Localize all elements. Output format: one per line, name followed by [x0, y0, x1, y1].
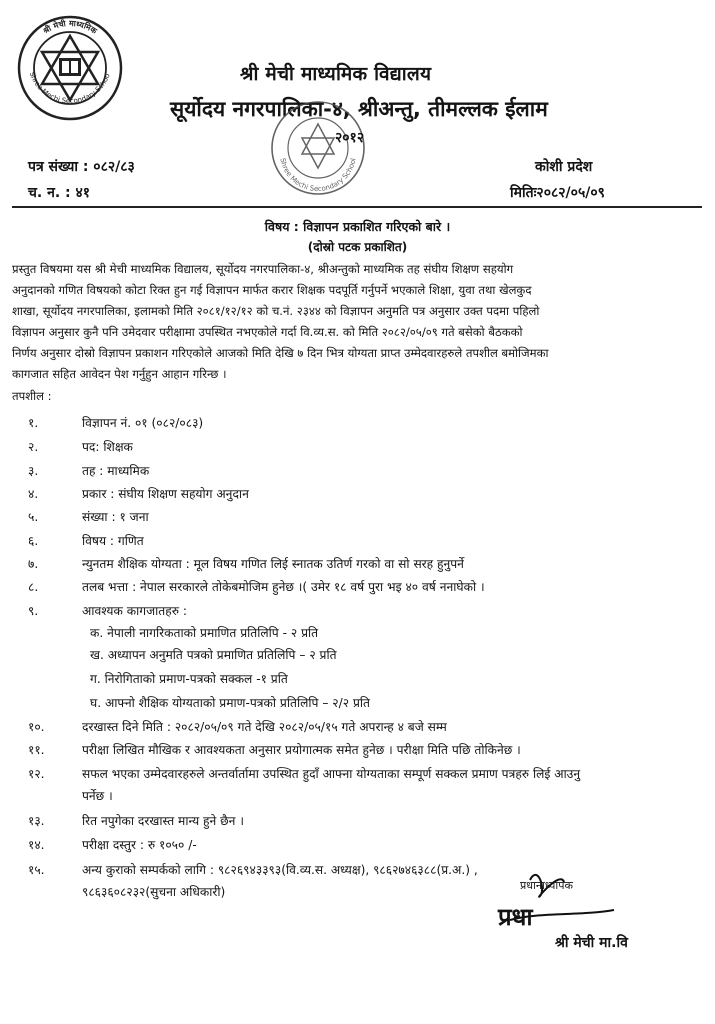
stamp-text: Shree Mechi Secondary School: [278, 157, 358, 194]
body-line: कागजात सहित आवेदन पेश गर्नुहुन आहान गरिन्छ ।: [12, 367, 227, 381]
list-item: [28, 462, 149, 479]
sub-list-item: ख. अध्यापन अनुमति पत्रको प्रमाणित प्रतिलिपि – २ प्रति: [90, 648, 337, 662]
item-number: १०.: [28, 720, 45, 734]
list-item: [28, 414, 203, 431]
item-number: १.: [28, 416, 39, 430]
list-item: [28, 438, 133, 455]
logo-caption-text: Shree Mechi Secondary Schoo: [27, 70, 112, 106]
dispatch-number: च. न. : ४१: [28, 185, 91, 201]
item-text: परीक्षा लिखित मौखिक र आवश्यकता अनुसार प्रयोगात्मक समेत हुनेछ । परीक्षा मिति पछि तोकिनेछ ।: [82, 743, 521, 757]
body-line: शाखा, सूर्योदय नगरपालिका, इलामको मिति २०८१/१२/१२ को च.नं. २३४४ को विज्ञापन अनुमति पत्र अनुसार उक्त पदमा पहिलो: [12, 304, 540, 318]
header-divider: [12, 206, 702, 208]
logo-title-text: श्री मेची माध्यमिक: [41, 18, 99, 36]
school-logo: [16, 14, 124, 122]
item-number: १४.: [28, 838, 45, 852]
item-text: तह : माध्यमिक: [82, 464, 150, 478]
province-label: कोशी प्रदेश: [535, 159, 593, 175]
item-text: संख्या : १ जना: [82, 510, 149, 524]
list-item: [28, 485, 249, 502]
item-number: ३.: [28, 464, 39, 478]
school-stamp: [268, 98, 368, 198]
established-year: २०१२: [335, 130, 365, 146]
letter-date: मितिः२०८२/०५/०९: [510, 185, 605, 201]
item-text: ९८६३६०८२३२(सुचना अधिकारी): [82, 885, 226, 899]
list-item: [28, 555, 464, 572]
notice-body: [12, 259, 704, 385]
list-item: [28, 741, 521, 758]
list-item: [28, 812, 244, 829]
details-label: तपशील :: [12, 389, 52, 403]
list-item: [28, 836, 197, 853]
letter-number: पत्र संख्या : ०८२/८३: [28, 159, 135, 175]
sub-list-item: घ. आफ्नो शैक्षिक योग्यताको प्रमाण-पत्रको प्रतिलिपि – २/२ प्रति: [90, 696, 370, 710]
subject-line: विषय : विज्ञापन प्रकाशित गरिएको बारे ।: [264, 219, 451, 234]
item-number: १३.: [28, 814, 45, 828]
body-line: अनुदानको गणित विषयको कोटा रिक्त हुन गई विज्ञापन मार्फत करार शिक्षक पदपूर्ति गर्नुपर्ने भएकाले शिक्षा, युवा तथा खेलकुद: [12, 283, 532, 297]
list-item: [28, 765, 580, 782]
list-item: [28, 578, 485, 595]
item-text: तलब भत्ता : नेपाल सरकारले तोकेबमोजिम हुनेछ ।( उमेर १८ वर्ष पुरा भइ ४० वर्ष ननाघेको ।: [82, 580, 485, 594]
sub-list-item: क. नेपाली नागरिकताको प्रमाणित प्रतिलिपि - २ प्रति: [90, 626, 319, 640]
item-number: ९.: [28, 604, 39, 618]
item-text: पद: शिक्षक: [82, 440, 133, 454]
list-item: [28, 883, 225, 900]
item-text: प्रकार : संघीय शिक्षण सहयोग अनुदान: [82, 487, 249, 501]
item-text: परीक्षा दस्तुर : रु १०५० /-: [82, 838, 197, 852]
item-text: न्युनतम शैक्षिक योग्यता : मूल विषय गणित लिई स्नातक उतिर्ण गरको वा सो सरह हुनुपर्ने: [82, 557, 464, 571]
item-number: ११.: [28, 743, 45, 757]
school-name: श्री मेची माध्यमिक विद्यालय: [240, 63, 432, 85]
item-text: रित नपुगेका दरखास्त मान्य हुने छैन ।: [82, 814, 244, 828]
item-number: ६.: [28, 534, 39, 548]
school-address: सूर्योदय नगरपालिका-४, श्रीअन्तु, तीमल्लक ईलाम: [170, 97, 548, 121]
signature-handwriting: प्रधा: [498, 903, 533, 931]
item-text: विषय : गणित: [82, 534, 144, 548]
list-item: [28, 861, 478, 878]
svg-text:Shree Mechi Secondary School: [278, 157, 357, 193]
signature-title: प्रधानाध्यापक: [520, 879, 573, 892]
item-text: सफल भएका उम्मेदवारहरुले अन्तर्वार्तामा उपस्थित हुदाँ आफ्ना योग्यताका सम्पूर्ण सक्कल प्रमाण पत्रहरु लिई आउनु: [82, 767, 581, 781]
item-text: पर्नेछ ।: [82, 789, 113, 803]
item-number: ५.: [28, 510, 39, 524]
item-number: १२.: [28, 767, 45, 781]
item-text: अन्य कुराको सम्पर्कको लागि : ९८२६९४३३९३(वि.व्य.स. अध्यक्ष), ९८६२७४६३८८(प्र.अ.) ,: [82, 863, 478, 877]
list-item: [28, 532, 144, 549]
list-item: [28, 508, 149, 525]
item-number: ७.: [28, 557, 39, 571]
list-item: [28, 718, 447, 735]
list-item: [28, 787, 113, 804]
sub-list-item: ग. निरोगिताको प्रमाण-पत्रको सक्कल -१ प्रति: [90, 672, 288, 686]
body-line: प्रस्तुत विषयमा यस श्री मेची माध्यमिक विद्यालय, सूर्योदय नगरपालिका-४, श्रीअन्तुको माध्यमिक तह संघीय शिक्षण सहयोग: [12, 262, 514, 276]
body-line: निर्णय अनुसार दोस्रो विज्ञापन प्रकाशन गरिएकोले आजको मिति देखि ७ दिन भित्र योग्यता प्राप्त उम्मेदवारहरुले तपशील बमोजिमका: [12, 346, 549, 360]
list-item: [28, 602, 187, 619]
item-text: दरखास्त दिने मिति : २०८२/०५/०९ गते देखि २०८२/०५/१५ गते अपरान्ह ४ बजे सम्म: [82, 720, 447, 734]
body-line: विज्ञापन अनुसार कुनै पनि उमेदवार परीक्षामा उपस्थित नभएकोले गर्दा वि.व्य.स. को मिति २०८२/०५/०९ गते बसेको बैठकको: [12, 325, 523, 339]
signature-school-name: श्री मेची मा.वि: [555, 935, 628, 951]
subject-subtitle: (दोस्रो पटक प्रकाशित): [307, 240, 408, 254]
item-number: १५.: [28, 863, 45, 877]
item-number: ४.: [28, 487, 39, 501]
item-text: आवश्यक कागजातहरु :: [82, 604, 187, 618]
item-number: २.: [28, 440, 39, 454]
item-text: विज्ञापन नं. ०१ (०८२/०८३): [82, 416, 204, 430]
item-number: ८.: [28, 580, 39, 594]
